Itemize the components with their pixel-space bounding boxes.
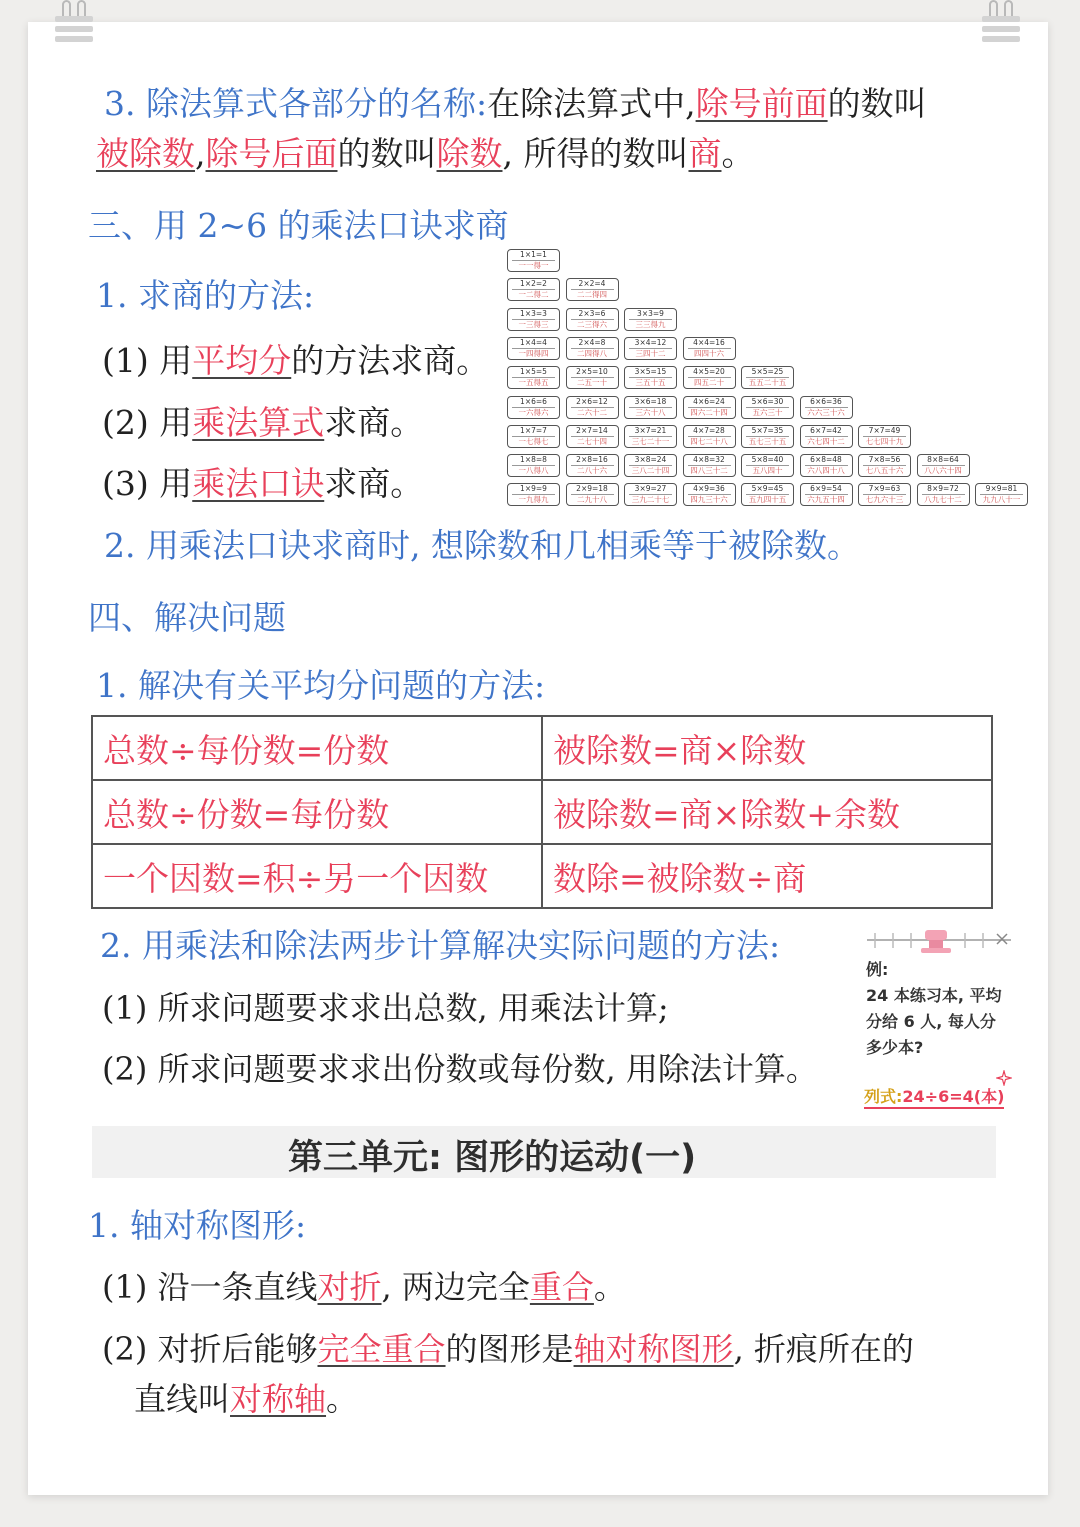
example-line: 分给 6 人, 每人分 <box>866 1012 996 1031</box>
cell-rhyme: 六八四十八 <box>805 465 848 476</box>
division-parts-line-2 <box>96 128 754 175</box>
method-1 <box>102 335 489 382</box>
text: 。 <box>593 1268 626 1306</box>
cell-rhyme: 九九八十一 <box>980 494 1023 505</box>
cell-rhyme: 四七二十八 <box>688 436 731 447</box>
cell-rhyme: 三九二十七 <box>629 494 672 505</box>
symmetry-point-2-cont <box>134 1374 358 1420</box>
quotient-methods-heading: 1. 求商的方法: <box>96 276 315 315</box>
keyword: 乘法算式 <box>192 403 325 442</box>
cell-rhyme: 三七二十一 <box>629 436 672 447</box>
text: (2) 对折后能够 <box>102 1330 318 1368</box>
text: 求商。 <box>324 403 424 442</box>
text: (1) 用 <box>102 341 193 380</box>
multiplication-cell <box>507 425 560 448</box>
text: , <box>195 134 206 173</box>
multiplication-cell <box>917 483 970 506</box>
cell-equation: 2×3=6 <box>578 308 606 318</box>
cell-equation: 5×5=25 <box>751 367 784 377</box>
text: 求商。 <box>324 464 424 503</box>
cell-equation: 1×3=3 <box>520 308 547 318</box>
multiplication-cell <box>566 425 619 448</box>
multiplication-cell <box>683 396 736 419</box>
cell-equation: 1×6=6 <box>520 396 547 406</box>
cell-equation: 1×1=1 <box>520 250 547 259</box>
binder-clip-left-icon <box>55 0 93 44</box>
cell-equation: 6×8=48 <box>810 455 842 465</box>
method-3 <box>102 458 423 505</box>
text: , 两边完全 <box>381 1268 530 1306</box>
multiplication-cell <box>800 454 853 477</box>
multiplication-cell <box>624 425 677 448</box>
cell-rhyme: 七八五十六 <box>863 465 906 476</box>
example-line: 24 本练习本, 平均 <box>866 986 1002 1005</box>
multiplication-cell <box>566 278 619 301</box>
multiplication-cell <box>741 454 794 477</box>
multiplication-cell <box>507 337 560 360</box>
division-parts-line-1 <box>104 78 927 125</box>
cell-equation: 4×6=24 <box>693 396 725 406</box>
cell-equation: 6×9=54 <box>810 484 842 494</box>
table-cell: 总数÷份数=每份数 <box>92 780 542 844</box>
example-box <box>866 957 1002 1061</box>
table-row <box>92 780 992 844</box>
text: 的数叫 <box>827 84 927 123</box>
keyword: 被除数 <box>96 134 195 173</box>
division-parts-heading: 3. 除法算式各部分的名称: <box>104 84 488 123</box>
cell-rhyme: 一四得四 <box>512 348 555 359</box>
text: , 所得的数叫 <box>502 134 689 173</box>
multiplication-cell <box>566 337 619 360</box>
section-heading-4: 四、解决问题 <box>88 598 286 637</box>
cell-rhyme: 一三得三 <box>512 319 555 330</box>
text: 直线叫 <box>134 1380 231 1418</box>
keyword: 乘法口诀 <box>192 464 325 503</box>
cell-equation: 2×7=14 <box>576 425 608 435</box>
text: 的方法求商。 <box>291 341 490 380</box>
cell-rhyme: 三五十五 <box>629 377 672 388</box>
cell-rhyme: 二五一十 <box>571 377 614 388</box>
cell-rhyme: 一九得九 <box>512 494 555 505</box>
keyword: 商 <box>688 134 722 173</box>
cell-equation: 3×3=9 <box>637 308 664 318</box>
multiplication-cell <box>566 308 619 331</box>
cell-equation: 3×8=24 <box>634 455 667 465</box>
cell-rhyme: 三八二十四 <box>629 465 672 476</box>
table-cell: 数除=被除数÷商 <box>542 844 992 908</box>
text: 在除法算式中, <box>487 84 696 123</box>
ruler-icon <box>865 928 1013 958</box>
cell-equation: 5×6=30 <box>751 396 784 406</box>
symmetry-point-1 <box>102 1262 626 1308</box>
cell-equation: 5×8=40 <box>751 455 784 465</box>
multiplication-cell <box>741 366 794 389</box>
multiplication-cell <box>624 483 677 506</box>
keyword: 对称轴 <box>230 1380 327 1418</box>
text: 的图形是 <box>445 1330 574 1368</box>
cell-rhyme: 八九七十二 <box>922 494 965 505</box>
cell-rhyme: 一七得七 <box>512 436 555 447</box>
keyword: 轴对称图形 <box>573 1330 734 1368</box>
table-row <box>92 844 992 908</box>
cell-rhyme: 五八四十 <box>746 465 789 476</box>
multiplication-cell <box>624 396 677 419</box>
cell-rhyme: 五九四十五 <box>746 494 789 505</box>
cell-equation: 2×9=18 <box>576 484 608 494</box>
cell-equation: 1×7=7 <box>520 425 547 435</box>
cell-rhyme: 五六三十 <box>746 407 789 418</box>
cell-equation: 6×7=42 <box>810 425 842 435</box>
multiplication-cell <box>741 396 794 419</box>
cell-equation: 1×5=5 <box>520 367 547 377</box>
cell-equation: 9×9=81 <box>985 484 1018 494</box>
multiplication-cell <box>624 454 677 477</box>
example-label: 例: <box>866 960 889 979</box>
multiplication-table-figure <box>507 249 1037 513</box>
multiplication-cell <box>858 425 911 448</box>
keyword: 完全重合 <box>317 1330 446 1368</box>
cell-rhyme: 三六十八 <box>629 407 672 418</box>
multiplication-cell <box>917 454 970 477</box>
cell-rhyme: 四八三十二 <box>688 465 731 476</box>
cell-rhyme: 二九十八 <box>571 494 614 505</box>
cell-rhyme: 一一得一 <box>512 260 555 271</box>
cell-rhyme: 三四十二 <box>629 348 672 359</box>
cell-rhyme: 八八六十四 <box>922 465 965 476</box>
multiplication-cell <box>683 366 736 389</box>
cell-equation: 4×8=32 <box>693 455 725 465</box>
cell-equation: 2×6=12 <box>576 396 608 406</box>
table-cell: 总数÷每份数=份数 <box>92 716 542 780</box>
cell-equation: 2×5=10 <box>576 367 608 377</box>
cell-equation: 4×7=28 <box>693 425 725 435</box>
text: (1) 沿一条直线 <box>102 1268 318 1306</box>
cell-rhyme: 二八十六 <box>571 465 614 476</box>
multiplication-cell <box>683 337 736 360</box>
cell-rhyme: 三三得九 <box>629 319 672 330</box>
cell-equation: 3×4=12 <box>634 337 667 347</box>
cell-equation: 7×7=49 <box>868 425 901 435</box>
table-cell: 一个因数=积÷另一个因数 <box>92 844 542 908</box>
multiplication-cell <box>683 483 736 506</box>
cell-equation: 1×4=4 <box>520 337 547 347</box>
table-cell: 被除数=商×除数+余数 <box>542 780 992 844</box>
cell-rhyme: 七七四十九 <box>863 436 906 447</box>
text: (3) 用 <box>102 464 193 503</box>
cell-equation: 5×9=45 <box>751 484 784 494</box>
cell-equation: 8×8=64 <box>927 455 959 465</box>
cell-rhyme: 六七四十二 <box>805 436 848 447</box>
keyword: 平均分 <box>192 341 292 380</box>
multiplication-cell <box>624 308 677 331</box>
cell-equation: 2×4=8 <box>578 337 606 347</box>
cell-equation: 7×8=56 <box>868 455 901 465</box>
cell-rhyme: 一五得五 <box>512 377 555 388</box>
multiplication-cell <box>741 425 794 448</box>
cell-rhyme: 四九三十六 <box>688 494 731 505</box>
text: 。 <box>326 1380 359 1418</box>
multiplication-cell <box>975 483 1028 506</box>
cell-equation: 4×5=20 <box>693 367 725 377</box>
example-line: 多少本? <box>866 1038 924 1057</box>
cell-equation: 3×9=27 <box>634 484 667 494</box>
cell-rhyme: 四四十六 <box>688 348 731 359</box>
multiplication-cell <box>507 308 560 331</box>
cell-equation: 8×9=72 <box>927 484 959 494</box>
keyword: 重合 <box>529 1268 594 1306</box>
multiplication-cell <box>507 278 560 301</box>
cell-rhyme: 四五二十 <box>688 377 731 388</box>
formula-value: 24÷6=4(本) <box>902 1087 1005 1106</box>
multiplication-cell <box>507 249 560 272</box>
multiplication-cell <box>507 366 560 389</box>
multiplication-cell <box>800 396 853 419</box>
formula-label: 列式: <box>864 1087 903 1106</box>
multiplication-cell <box>741 483 794 506</box>
two-step-heading: 2. 用乘法和除法两步计算解决实际问题的方法: <box>100 926 781 965</box>
cell-rhyme: 一八得八 <box>512 465 555 476</box>
table-row <box>92 716 992 780</box>
average-methods-heading: 1. 解决有关平均分问题的方法: <box>96 666 546 705</box>
quotient-tip: 2. 用乘法口诀求商时, 想除数和几相乘等于被除数。 <box>104 526 860 565</box>
cell-rhyme: 二六十二 <box>571 407 614 418</box>
method-2 <box>102 397 423 444</box>
cell-rhyme: 一二得二 <box>512 289 555 300</box>
cell-equation: 4×4=16 <box>693 337 725 347</box>
cell-rhyme: 五五二十五 <box>746 377 789 388</box>
cell-equation: 1×9=9 <box>520 484 547 494</box>
two-step-method-1: (1) 所求问题要求求出总数, 用乘法计算; <box>102 989 669 1027</box>
multiplication-cell <box>800 425 853 448</box>
cell-rhyme: 二四得八 <box>571 348 614 359</box>
cell-equation: 7×9=63 <box>868 484 901 494</box>
keyword: 除数 <box>436 134 503 173</box>
keyword: 除号前面 <box>695 84 828 123</box>
cell-rhyme: 四六二十四 <box>688 407 731 418</box>
cell-rhyme: 七九六十三 <box>863 494 906 505</box>
cell-rhyme: 一六得六 <box>512 407 555 418</box>
cell-equation: 1×2=2 <box>520 279 547 289</box>
unit-title: 第三单元: 图形的运动(一) <box>288 1138 697 1178</box>
cell-equation: 3×7=21 <box>634 425 667 435</box>
binder-clip-right-icon <box>982 0 1020 44</box>
cell-equation: 4×9=36 <box>693 484 725 494</box>
keyword: 对折 <box>317 1268 382 1306</box>
text: 。 <box>721 134 755 173</box>
axis-symmetry-heading: 1. 轴对称图形: <box>88 1206 307 1245</box>
table-cell: 被除数=商×除数 <box>542 716 992 780</box>
cell-equation: 3×5=15 <box>634 367 667 377</box>
cell-rhyme: 二二得四 <box>571 289 614 300</box>
cell-rhyme: 六六三十六 <box>805 407 848 418</box>
multiplication-cell <box>683 454 736 477</box>
cell-equation: 5×7=35 <box>751 425 784 435</box>
text: 的数叫 <box>337 134 437 173</box>
section-heading-3: 三、用 2~6 的乘法口诀求商 <box>88 206 509 245</box>
multiplication-cell <box>624 337 677 360</box>
cell-equation: 2×2=4 <box>578 279 606 289</box>
multiplication-cell <box>858 454 911 477</box>
symmetry-point-2 <box>102 1324 914 1370</box>
cell-equation: 2×8=16 <box>576 455 608 465</box>
multiplication-cell <box>507 454 560 477</box>
cell-rhyme: 五七三十五 <box>746 436 789 447</box>
cell-equation: 3×6=18 <box>634 396 667 406</box>
multiplication-cell <box>858 483 911 506</box>
text: , 折痕所在的 <box>733 1330 914 1368</box>
cell-equation: 1×8=8 <box>520 455 547 465</box>
keyword: 除号后面 <box>205 134 338 173</box>
cell-rhyme: 六九五十四 <box>805 494 848 505</box>
two-step-method-2: (2) 所求问题要求求出份数或每份数, 用除法计算。 <box>102 1050 818 1088</box>
division-relations-table <box>91 715 993 909</box>
multiplication-cell <box>507 396 560 419</box>
multiplication-cell <box>566 396 619 419</box>
cell-rhyme: 二三得六 <box>571 319 614 330</box>
cell-rhyme: 二七十四 <box>571 436 614 447</box>
example-formula <box>864 1084 1004 1109</box>
multiplication-cell <box>683 425 736 448</box>
multiplication-cell <box>566 454 619 477</box>
multiplication-cell <box>566 366 619 389</box>
text: (2) 用 <box>102 403 193 442</box>
multiplication-cell <box>507 483 560 506</box>
sparkle-icon <box>996 1070 1012 1086</box>
multiplication-cell <box>566 483 619 506</box>
cell-equation: 6×6=36 <box>810 396 842 406</box>
multiplication-cell <box>624 366 677 389</box>
multiplication-cell <box>800 483 853 506</box>
